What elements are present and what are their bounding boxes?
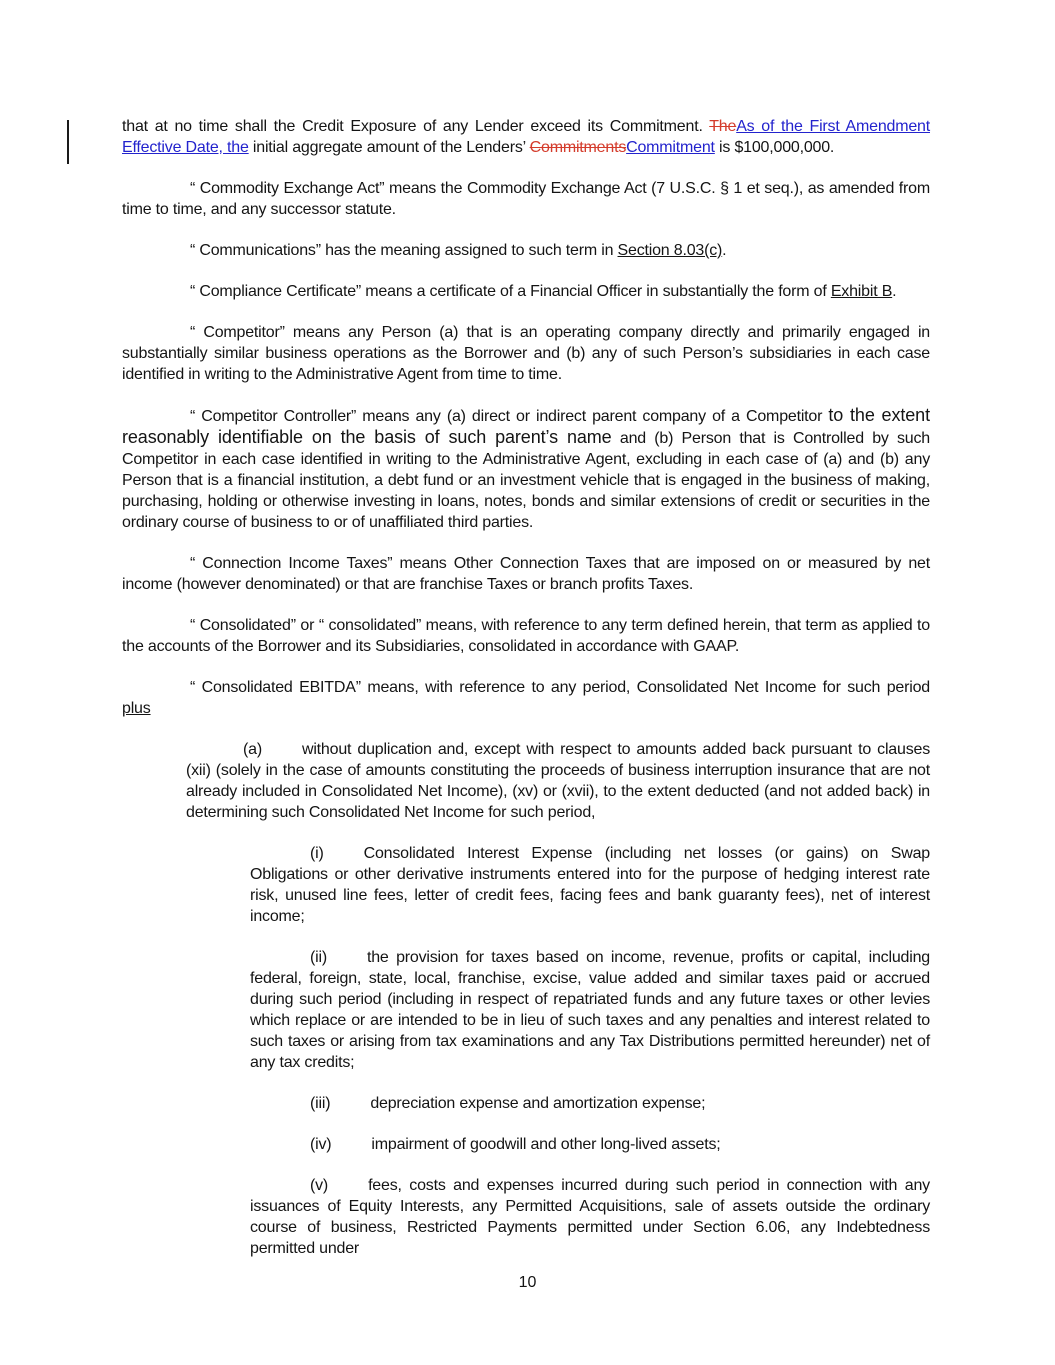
inserted-text: Commitment xyxy=(626,139,715,156)
text-run: depreciation expense and amortization expense; xyxy=(370,1095,706,1112)
deleted-text: The xyxy=(709,118,737,135)
definition-competitor-controller xyxy=(122,405,930,533)
text-run: “ Consolidated” or “ consolidated” means, with reference to any term defined herein, that term as applied to the accounts of the Borrower and its Subsidiaries, consolidated in accordance with GAAP. xyxy=(122,617,930,655)
text-run: “ Consolidated EBITDA” means, with reference to any period, Consolidated Net Income for such period xyxy=(190,679,930,696)
text-run: “ Competitor Controller” means any (a) direct or indirect parent company of a Competitor xyxy=(190,408,829,425)
text-run: (a) xyxy=(243,741,262,758)
document-body xyxy=(122,116,930,1279)
text-run: “ Commodity Exchange Act” means the Commodity Exchange Act (7 U.S.C. § 1 et seq.), as amended from time to time, and any successor statute. xyxy=(122,180,930,218)
text-run: “ Communications” has the meaning assigned to such term in xyxy=(190,242,618,259)
text-run: and (b) Person that is Controlled by such Competitor in each case identified in writing to the Administrative Agent, excluding in each case of (a) and (b) any Person that is a financial institution, a debt fund or an investment vehicle that is engaged in the business of making, purchasing, holding or otherwise investing in loans, notes, bonds and similar extensions of credit or securities in the ordinary course of business to or of unaffiliated third parties. xyxy=(122,430,930,531)
clause-a-iii xyxy=(250,1093,930,1114)
text-run: is $100,000,000. xyxy=(714,139,835,156)
inserted-text: As of the First Amendment Effective Date, the xyxy=(122,118,930,156)
cross-reference: Section 8.03(c) xyxy=(617,242,723,259)
clause-a-i xyxy=(250,843,930,927)
deleted-text: Commitments xyxy=(529,139,627,156)
text-run: impairment of goodwill and other long-lived assets; xyxy=(371,1136,721,1153)
definition-consolidated-ebitda xyxy=(122,677,930,719)
text-run: “ Compliance Certificate” means a certificate of a Financial Officer in substantially the form of xyxy=(190,283,831,300)
text-run: . xyxy=(722,242,727,259)
inserted-phrase: to the extent reasonably identifiable on the basis of such parent’s name xyxy=(122,405,930,447)
clause-a-v xyxy=(250,1175,930,1259)
text-run: . xyxy=(892,283,897,300)
text-run: (iii) xyxy=(310,1095,331,1112)
clause-a-ii xyxy=(250,947,930,1073)
text-run: (iv) xyxy=(310,1136,332,1153)
definition-communications xyxy=(122,240,930,261)
clause-a-iv xyxy=(250,1134,930,1155)
definition-competitor xyxy=(122,322,930,385)
amended-commitment-clause xyxy=(122,116,930,158)
text-run: Consolidated Interest Expense (including net losses (or gains) on Swap Obligations or other derivative instruments entered into for the purpose of hedging interest rate risk, unused line fees, letter of credit fees, facing fees and bank guaranty fees), net of interest income; xyxy=(250,845,930,925)
text-run: (i) xyxy=(310,845,324,862)
cross-reference: Exhibit B xyxy=(830,283,893,300)
text-run: “ Competitor” means any Person (a) that is an operating company directly and primarily engaged in substantially similar business operations as the Borrower and (b) any of such Person’s subsidiaries in each case identified in writing to the Administrative Agent from time to time. xyxy=(122,324,930,383)
revision-change-bar xyxy=(67,120,69,164)
page-number: 10 xyxy=(518,1274,537,1291)
definition-consolidated xyxy=(122,615,930,657)
text-run: the provision for taxes based on income, revenue, profits or capital, including federal, foreign, state, local, franchise, excise, value added and similar taxes paid or accrued during such period (including in respect of repatriated funds and any future taxes or other levies which replace or are intended to be in lieu of such taxes and any penalties and interest related to such taxes or arising from tax examinations and any Tax Distributions permitted hereunder) net of any tax credits; xyxy=(250,949,930,1071)
text-run: “ Connection Income Taxes” means Other Connection Taxes that are imposed on or measured by net income (however denominated) or that are franchise Taxes or branch profits Taxes. xyxy=(122,555,930,593)
text-run: (v) xyxy=(310,1177,329,1194)
text-run: that at no time shall the Credit Exposure of any Lender exceed its Commitment. xyxy=(122,118,710,135)
text-run: (ii) xyxy=(310,949,327,966)
definition-commodity-exchange-act xyxy=(122,178,930,220)
text-run: fees, costs and expenses incurred during such period in connection with any issuances of Equity Interests, any Permitted Acquisitions, sale of assets outside the ordinary course of business, Restricted Payments permitted under Section 6.06, any Indebtedness permitted under xyxy=(250,1177,930,1257)
cross-reference: plus xyxy=(122,700,151,717)
text-run: without duplication and, except with respect to amounts added back pursuant to clauses (xii) (solely in the case of amounts constituting the proceeds of business interruption insurance that are not already included in Consolidated Net Income), (xv) or (xvii), to the extent deducted (and not added back) in determining such Consolidated Net Income for such period, xyxy=(186,741,930,821)
definition-compliance-certificate xyxy=(122,281,930,302)
clause-a xyxy=(186,739,930,823)
text-run: initial aggregate amount of the Lenders’ xyxy=(248,139,530,156)
definition-connection-income-taxes xyxy=(122,553,930,595)
